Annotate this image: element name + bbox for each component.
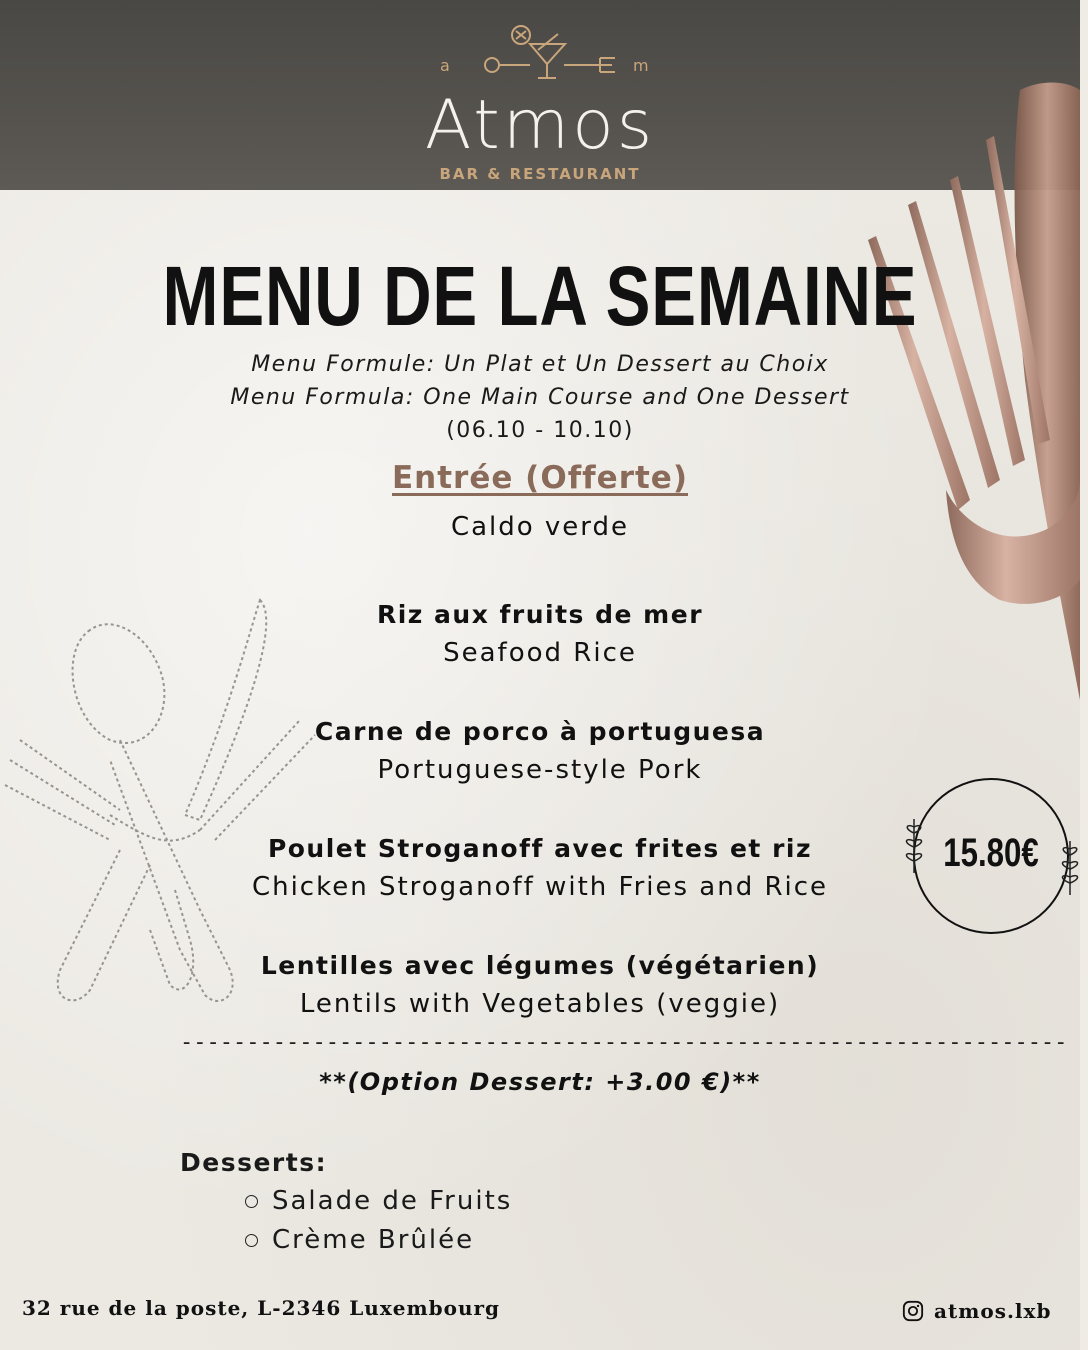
monogram-left: a	[440, 56, 450, 75]
dish-english: Chicken Stroganoff with Fries and Rice	[251, 872, 829, 902]
dish-french: Carne de porco à portuguesa	[314, 717, 766, 746]
bullet-circle-icon	[245, 1195, 258, 1208]
menu-dates: (06.10 - 10.10)	[446, 418, 634, 443]
instagram-icon	[902, 1300, 924, 1322]
laurel-icon	[1052, 837, 1088, 897]
dish-english: Portuguese-style Pork	[377, 755, 703, 785]
address-text: 32 rue de la poste, L-2346 Luxembourg	[22, 1296, 501, 1320]
separator-line: -------------------------------------------------------------------	[180, 1030, 1068, 1055]
dessert-option: **(Option Dessert: +3.00 €)**	[319, 1068, 761, 1096]
brand-subtitle: BAR & RESTAURANT	[439, 165, 641, 183]
formula-english: Menu Formula: One Main Course and One Dessert	[230, 385, 850, 410]
price-value: 15.80€	[943, 831, 1039, 875]
instagram-handle[interactable]: atmos.lxb	[934, 1299, 1052, 1323]
dessert-item	[245, 1186, 512, 1216]
price-badge	[896, 775, 1066, 935]
dish-french: Riz aux fruits de mer	[376, 600, 704, 629]
desserts-title: Desserts:	[180, 1148, 328, 1177]
dessert-item	[245, 1225, 474, 1255]
dish-english: Seafood Rice	[443, 638, 637, 668]
dish-french: Poulet Stroganoff avec frites et riz	[267, 834, 813, 863]
formula-french: Menu Formule: Un Plat et Un Dessert au Choix	[251, 352, 829, 377]
dessert-label: Crème Brûlée	[272, 1225, 475, 1255]
brand-name: Atmos	[424, 86, 656, 165]
monogram-right: m	[633, 56, 649, 75]
entree-title: Entrée (Offerte)	[391, 460, 688, 496]
cocktail-glass-icon	[430, 22, 660, 92]
bullet-circle-icon	[245, 1234, 258, 1247]
dish-english: Lentils with Vegetables (veggie)	[299, 989, 781, 1019]
dessert-label: Salade de Fruits	[272, 1186, 513, 1216]
instagram-link[interactable]	[902, 1299, 1051, 1323]
dish-french: Lentilles avec légumes (végétarien)	[260, 951, 820, 980]
menu-title: MENU DE LA SEMAINE	[162, 249, 918, 343]
entree-dish: Caldo verde	[450, 512, 630, 542]
